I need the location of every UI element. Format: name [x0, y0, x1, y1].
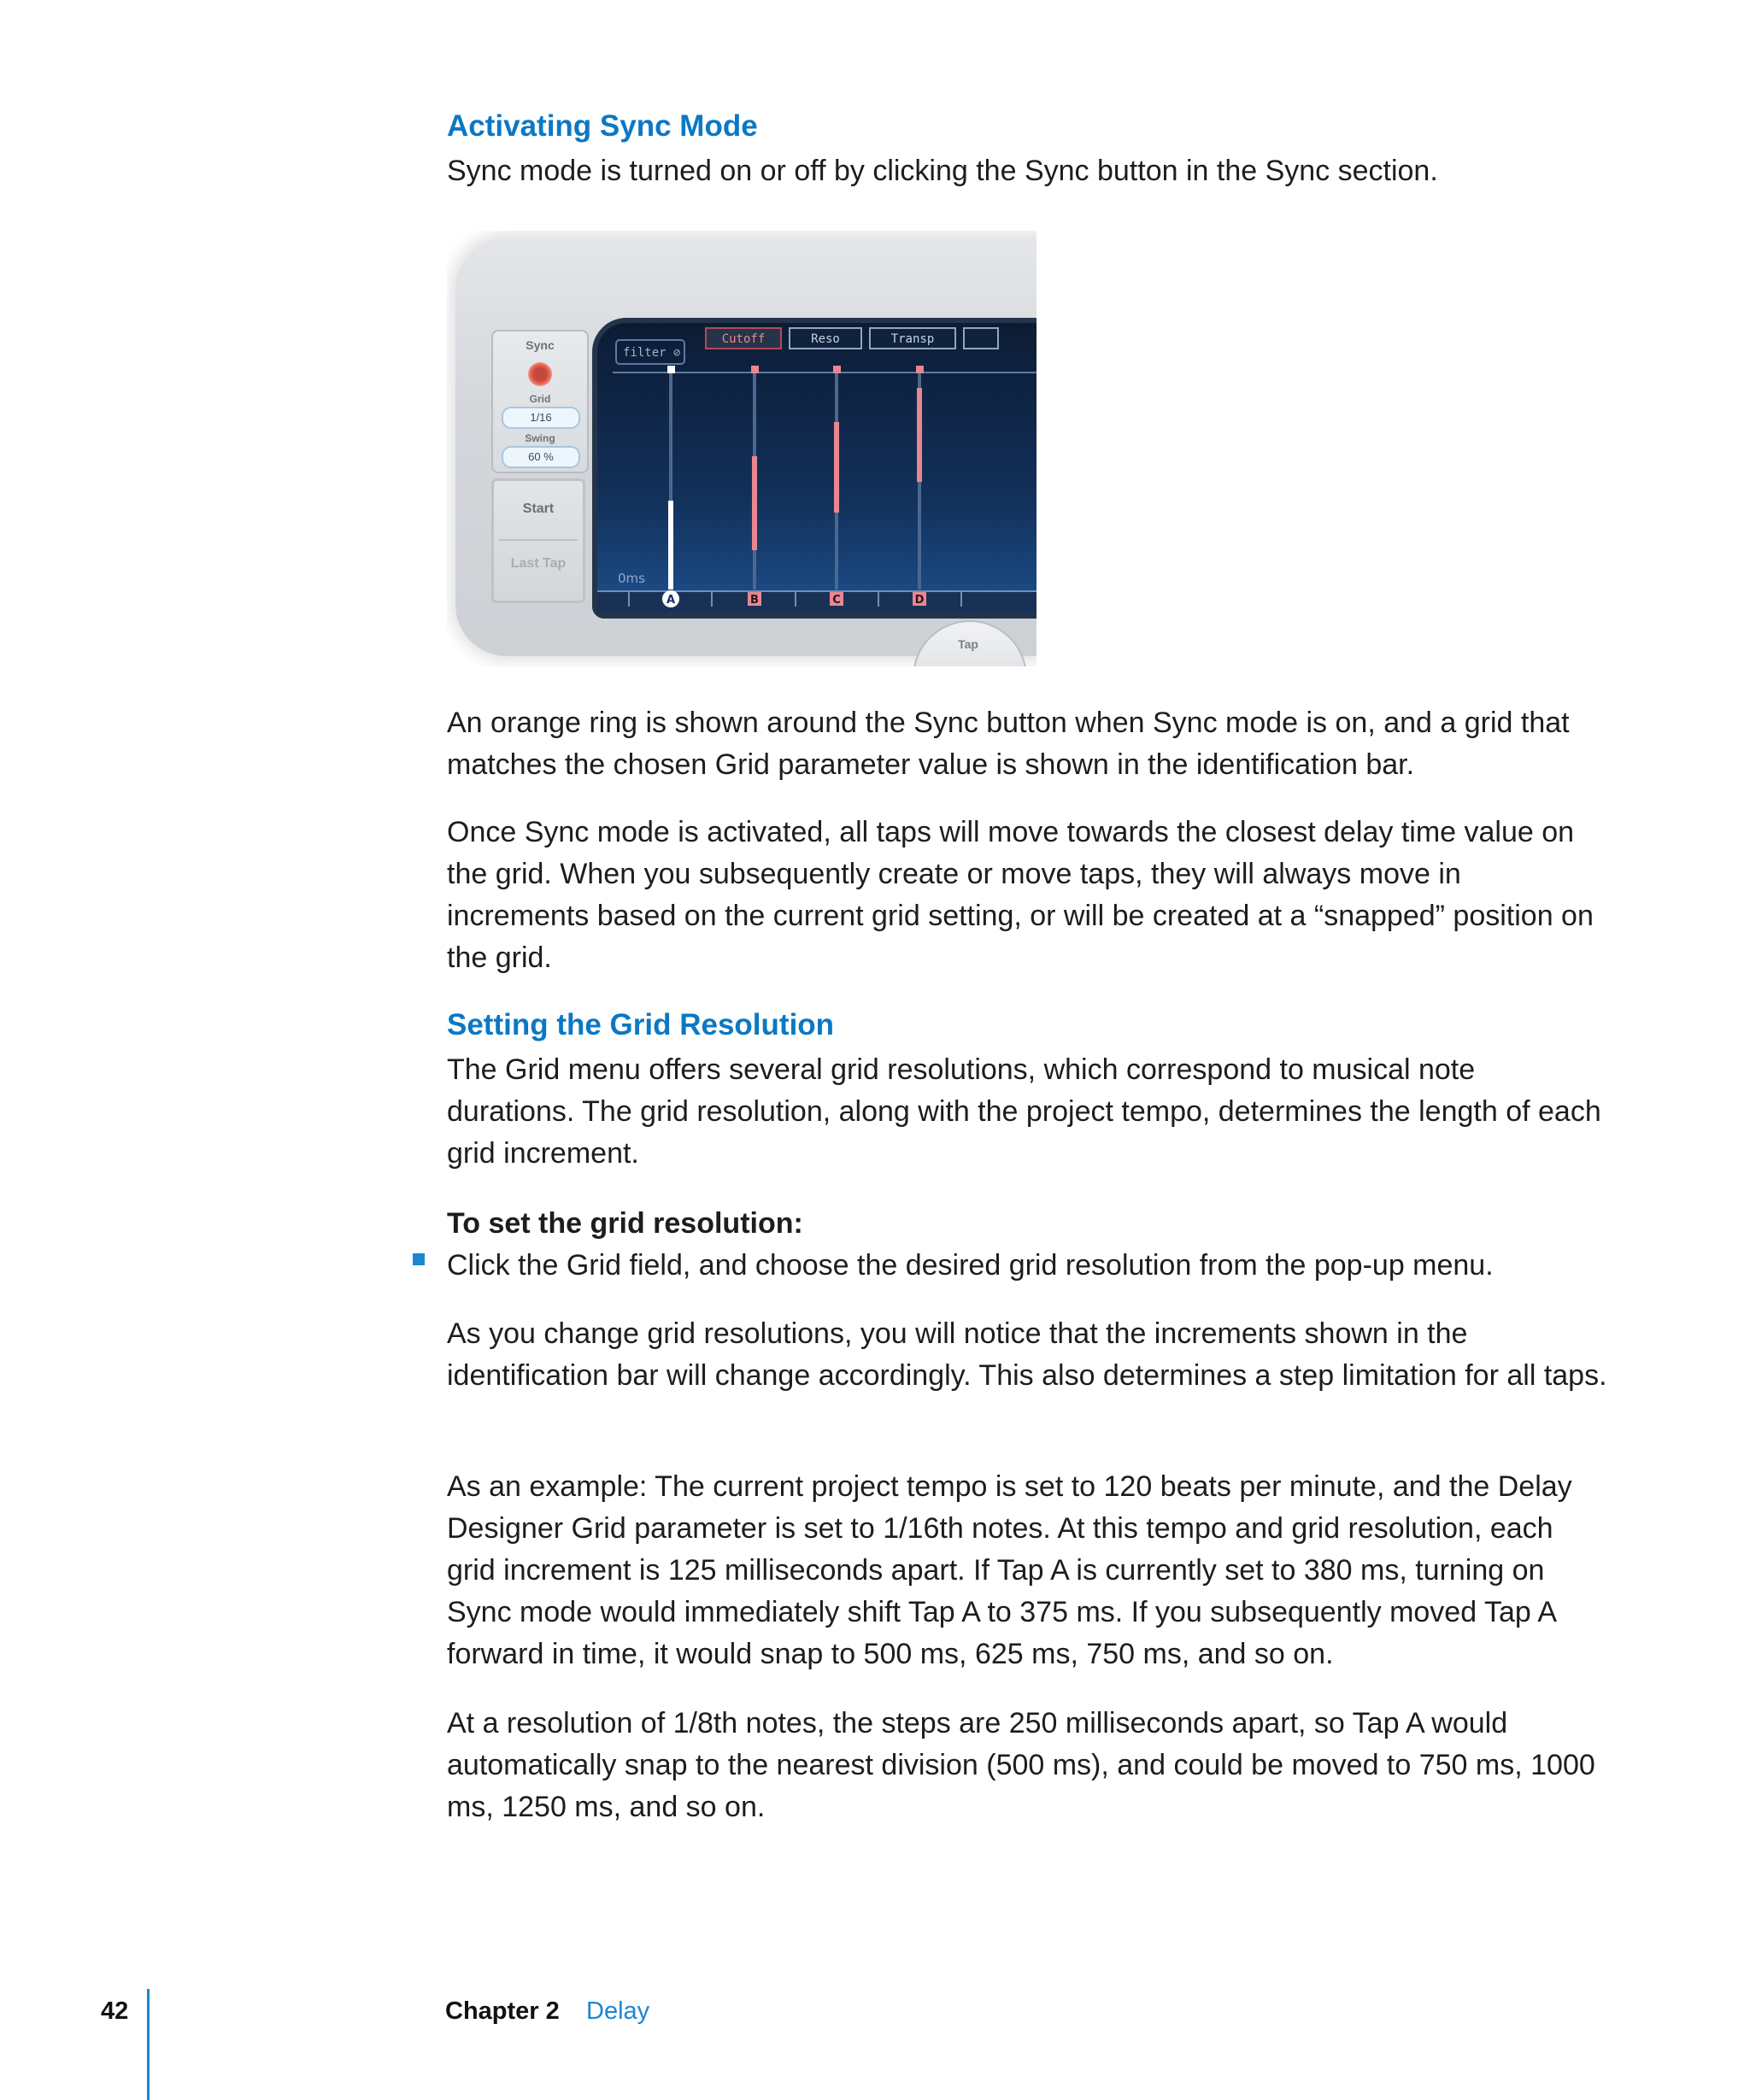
sync-button[interactable] — [528, 362, 552, 386]
tap-d-bar[interactable] — [917, 388, 922, 482]
sync-section — [491, 330, 589, 473]
tap-display — [592, 318, 1036, 619]
grid-field[interactable]: 1/16 — [502, 407, 580, 429]
start-button[interactable]: Start — [522, 502, 555, 516]
tap-d-letter: D — [914, 594, 925, 607]
bullet-marker — [413, 1253, 425, 1265]
grid-resolution-intro: The Grid menu offers several grid resolutions, which correspond to musical note durations. The grid resolution, along with the project tempo, determines the length of each grid increment. — [447, 1053, 1601, 1170]
section-heading-sync-mode: Activating Sync Mode — [447, 109, 758, 143]
sync-label: Sync — [526, 338, 555, 352]
tap-d-handle[interactable] — [916, 366, 924, 373]
start-divider — [499, 539, 578, 541]
paragraph-sync-activated: Once Sync mode is activated, all taps will move towards the closest delay time value on the grid. When you subsequently create or move taps, they will always move in increments based on the current grid setting, or will be created at a “snapped” position on the grid. — [447, 816, 1594, 974]
page-number: 42 — [101, 1997, 129, 2025]
tap-c-letter: C — [832, 594, 841, 607]
chapter-label: Chapter 2 — [445, 1997, 560, 2025]
tap-button-label: Tap — [958, 637, 978, 651]
paragraph-orange-ring: An orange ring is shown around the Sync button when Sync mode is on, and a grid that matches the chosen Grid parameter value is shown in the identification bar. — [447, 707, 1570, 781]
swing-label: Swing — [525, 432, 555, 444]
last-tap-button[interactable]: Last Tap — [510, 556, 567, 571]
grid-label: Grid — [529, 393, 551, 405]
tap-a-handle[interactable] — [667, 366, 675, 373]
chapter-title[interactable]: Delay — [586, 1997, 650, 2025]
tap-c-handle[interactable] — [833, 366, 841, 373]
delay-designer-figure — [447, 231, 1036, 666]
time-readout: 0ms — [618, 571, 645, 586]
tap-c-bar[interactable] — [834, 422, 839, 513]
tab-cutoff[interactable]: Cutoff — [721, 332, 766, 346]
paragraph-eighth-notes: At a resolution of 1/8th notes, the steps are 250 milliseconds apart, so Tap A would automatically snap to the nearest division (500 ms), and could be moved to 750 ms, 1000 ms, 1250 ms, and so on. — [447, 1707, 1595, 1823]
sync-mode-intro: Sync mode is turned on or off by clicking the Sync button in the Sync section. — [447, 155, 1438, 187]
tab-more[interactable] — [964, 328, 998, 349]
tap-a-letter: A — [666, 594, 676, 607]
task-heading: To set the grid resolution: — [447, 1207, 803, 1240]
tap-b-handle[interactable] — [751, 366, 759, 373]
start-section — [491, 478, 585, 603]
tap-a-bar[interactable] — [668, 501, 673, 590]
tap-display-graphic — [597, 323, 1036, 613]
paragraph-example: As an example: The current project tempo is set to 120 beats per minute, and the Delay Designer Grid parameter is set to 1/16th notes. At this tempo and grid resolution, each grid increment is 125 milliseconds apart. If Tap A is currently set to 380 ms, turning on Sync mode would immediately shift Tap A to 375 ms. If you subsequently moved Tap A forward in time, it would snap to 500 ms, 625 ms, 750 ms, and so on. — [447, 1470, 1572, 1670]
swing-field[interactable]: 60 % — [502, 446, 580, 468]
tap-b-bar[interactable] — [752, 456, 757, 550]
tab-transp[interactable]: Transp — [890, 332, 935, 346]
tap-b-letter: B — [750, 594, 759, 607]
tab-reso[interactable]: Reso — [811, 332, 840, 346]
paragraph-increments: As you change grid resolutions, you will notice that the increments shown in the identification bar will change accordingly. This also determines a step limitation for all taps. — [447, 1317, 1607, 1392]
section-heading-grid-resolution: Setting the Grid Resolution — [447, 1008, 835, 1041]
task-step: Click the Grid field, and choose the desired grid resolution from the pop-up menu. — [447, 1249, 1494, 1282]
footer-rule — [147, 1989, 150, 2100]
filter-menu[interactable]: filter ⊘ — [623, 346, 681, 360]
